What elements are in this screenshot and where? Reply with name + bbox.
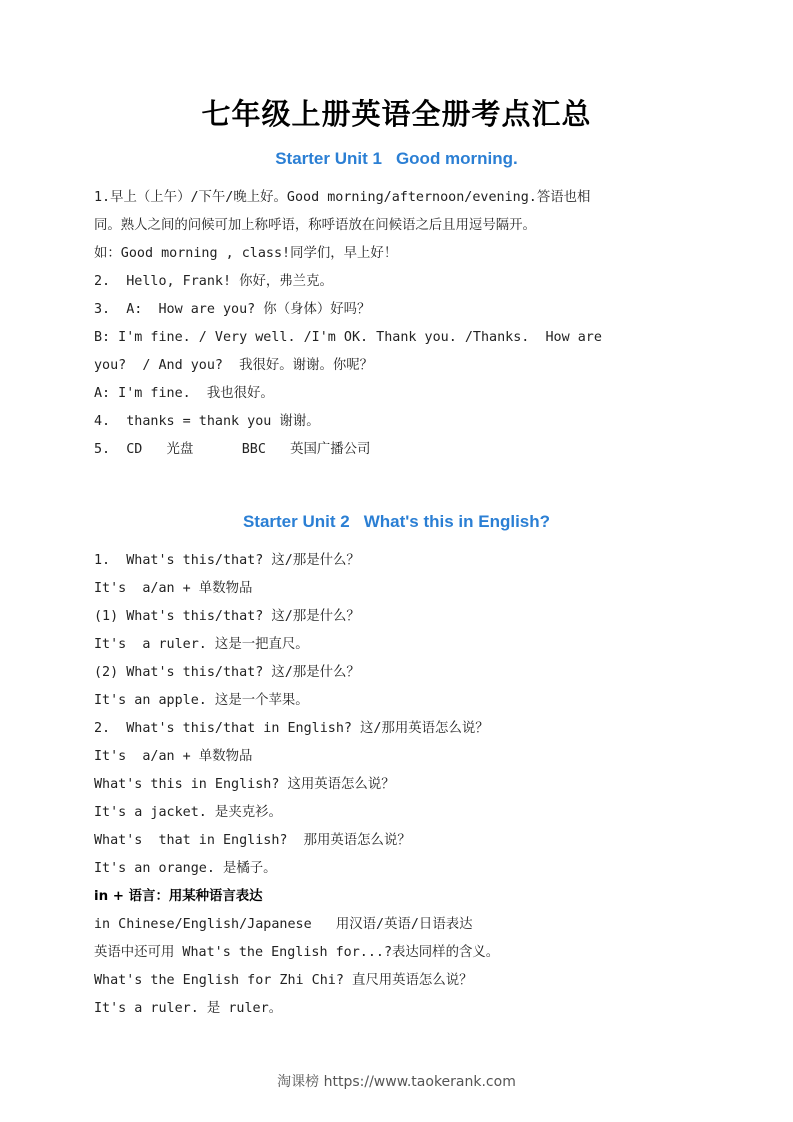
unit2-line: It's a ruler. 这是一把直尺。 [94,637,309,652]
unit1-number: Starter Unit 1 [275,149,382,168]
unit2-line: It's an orange. 是橘子。 [94,861,277,876]
unit2-line-emphasis: in + 语言：用某种语言表达 [94,889,263,904]
unit1-line: 5. CD 光盘 BBC 英国广播公司 [94,442,371,457]
unit2-line: in Chinese/English/Japanese 用汉语/英语/日语表达 [94,917,473,932]
unit2-line: It's a jacket. 是夹克衫。 [94,805,282,820]
document-title: 七年级上册英语全册考点汇总 [201,97,592,131]
unit1-line: 1.早上（上午）/下午/晚上好。Good morning/afternoon/evening.答语也相 [94,190,591,205]
unit2-line: (2) What's this/that? 这/那是什么？ [94,665,360,680]
unit1-line: 4. thanks = thank you 谢谢。 [94,414,320,429]
unit1-line: 2. Hello, Frank! 你好，弗兰克。 [94,274,333,289]
unit1-line: 同。熟人之间的问候可加上称呼语，称呼语放在问候语之后且用逗号隔开。 [94,218,536,233]
unit1-line: 如：Good morning , class!同学们，早上好！ [94,246,398,261]
unit2-topic: What's this in English? [363,512,551,531]
unit1-topic: Good morning. [395,149,518,168]
page-footer: 淘课榜 https://www.taokerank.com [277,1074,516,1090]
unit2-line: It's a ruler. 是 ruler。 [94,1001,283,1016]
unit1-heading [0,149,793,169]
unit2-heading [0,512,793,532]
unit2-line: It's an apple. 这是一个苹果。 [94,693,309,708]
unit2-line: (1) What's this/that? 这/那是什么？ [94,609,360,624]
unit2-number: Starter Unit 2 [242,512,350,531]
unit2-line: 英语中还可用 What's the English for...?表达同样的含义。 [94,945,500,960]
unit1-line: 3. A: How are you? 你（身体）好吗？ [94,302,371,317]
unit1-line: B: I'm fine. / Very well. /I'm OK. Thank you. /Thanks. How are [94,330,602,345]
unit2-line: It's a/an + 单数物品 [94,749,253,764]
unit1-line: you? / And you? 我很好。谢谢。你呢？ [94,358,374,373]
unit2-line: 1. What's this/that? 这/那是什么？ [94,553,360,568]
unit1-line: A: I'm fine. 我也很好。 [94,386,274,401]
unit2-line: What's this in English? 这用英语怎么说？ [94,777,395,792]
unit2-line: 2. What's this/that in English? 这/那用英语怎么说？ [94,721,489,736]
unit2-line: It's a/an + 单数物品 [94,581,253,596]
unit2-line: What's the English for Zhi Chi? 直尺用英语怎么说？ [94,973,473,988]
unit2-line: What's that in English? 那用英语怎么说？ [94,833,411,848]
